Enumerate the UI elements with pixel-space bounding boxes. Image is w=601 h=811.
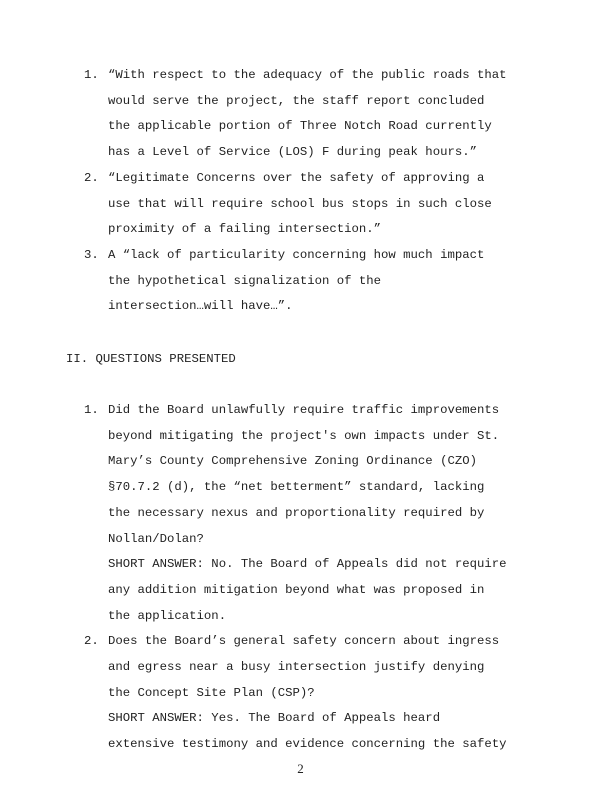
text-line: the Concept Site Plan (CSP)? bbox=[108, 685, 315, 700]
text-line: proximity of a failing intersection.” bbox=[108, 222, 382, 237]
text-line: and egress near a busy intersection justify denying bbox=[108, 660, 485, 675]
list-item-number: 1. bbox=[84, 68, 99, 82]
text-line: “Legitimate Concerns over the safety of approving a bbox=[108, 170, 485, 185]
text-line: the necessary nexus and proportionality required by bbox=[108, 505, 485, 520]
text-line: the applicable portion of Three Notch Road currently bbox=[108, 119, 492, 134]
text-line: would serve the project, the staff report concluded bbox=[108, 93, 485, 108]
list-item bbox=[0, 63, 601, 166]
text-line: A “lack of particularity concerning how much impact bbox=[108, 247, 485, 262]
text-line: the application. bbox=[108, 608, 227, 623]
list-item-number: 3. bbox=[84, 247, 99, 262]
text-line: Did the Board unlawfully require traffic improvements bbox=[108, 403, 500, 417]
list-item bbox=[0, 629, 601, 758]
list-item bbox=[0, 243, 601, 320]
text-line: intersection…will have…”. bbox=[108, 299, 293, 314]
short-answer-line: SHORT ANSWER: No. The Board of Appeals did not require bbox=[108, 557, 507, 572]
text-line: §70.7.2 (d), the “net betterment” standard, lacking bbox=[108, 480, 485, 495]
concerns-list bbox=[0, 63, 601, 320]
text-line: extensive testimony and evidence concerning the safety bbox=[108, 737, 507, 752]
text-line: Mary’s County Comprehensive Zoning Ordinance (CZO) bbox=[108, 454, 477, 469]
text-line: the hypothetical signalization of the bbox=[108, 273, 382, 288]
text-line: beyond mitigating the project's own impacts under St. bbox=[108, 428, 500, 443]
text-line: any addition mitigation beyond what was proposed in bbox=[108, 582, 485, 597]
short-answer-line: SHORT ANSWER: Yes. The Board of Appeals heard bbox=[108, 711, 441, 726]
list-item bbox=[0, 166, 601, 243]
text-line: use that will require school bus stops in such close bbox=[108, 196, 492, 211]
text-line: Nollan/Dolan? bbox=[108, 531, 204, 546]
text-line: Does the Board’s general safety concern about ingress bbox=[108, 634, 500, 649]
list-item-number: 1. bbox=[84, 403, 99, 417]
section-heading: II. QUESTIONS PRESENTED bbox=[66, 352, 236, 366]
list-item bbox=[0, 398, 601, 629]
list-item-number: 2. bbox=[84, 170, 99, 185]
text-line: has a Level of Service (LOS) F during peak hours.” bbox=[108, 145, 477, 160]
questions-presented-list bbox=[0, 398, 601, 758]
list-item-number: 2. bbox=[84, 634, 99, 649]
page-number: 2 bbox=[297, 761, 304, 776]
text-line: “With respect to the adequacy of the public roads that bbox=[108, 68, 507, 82]
